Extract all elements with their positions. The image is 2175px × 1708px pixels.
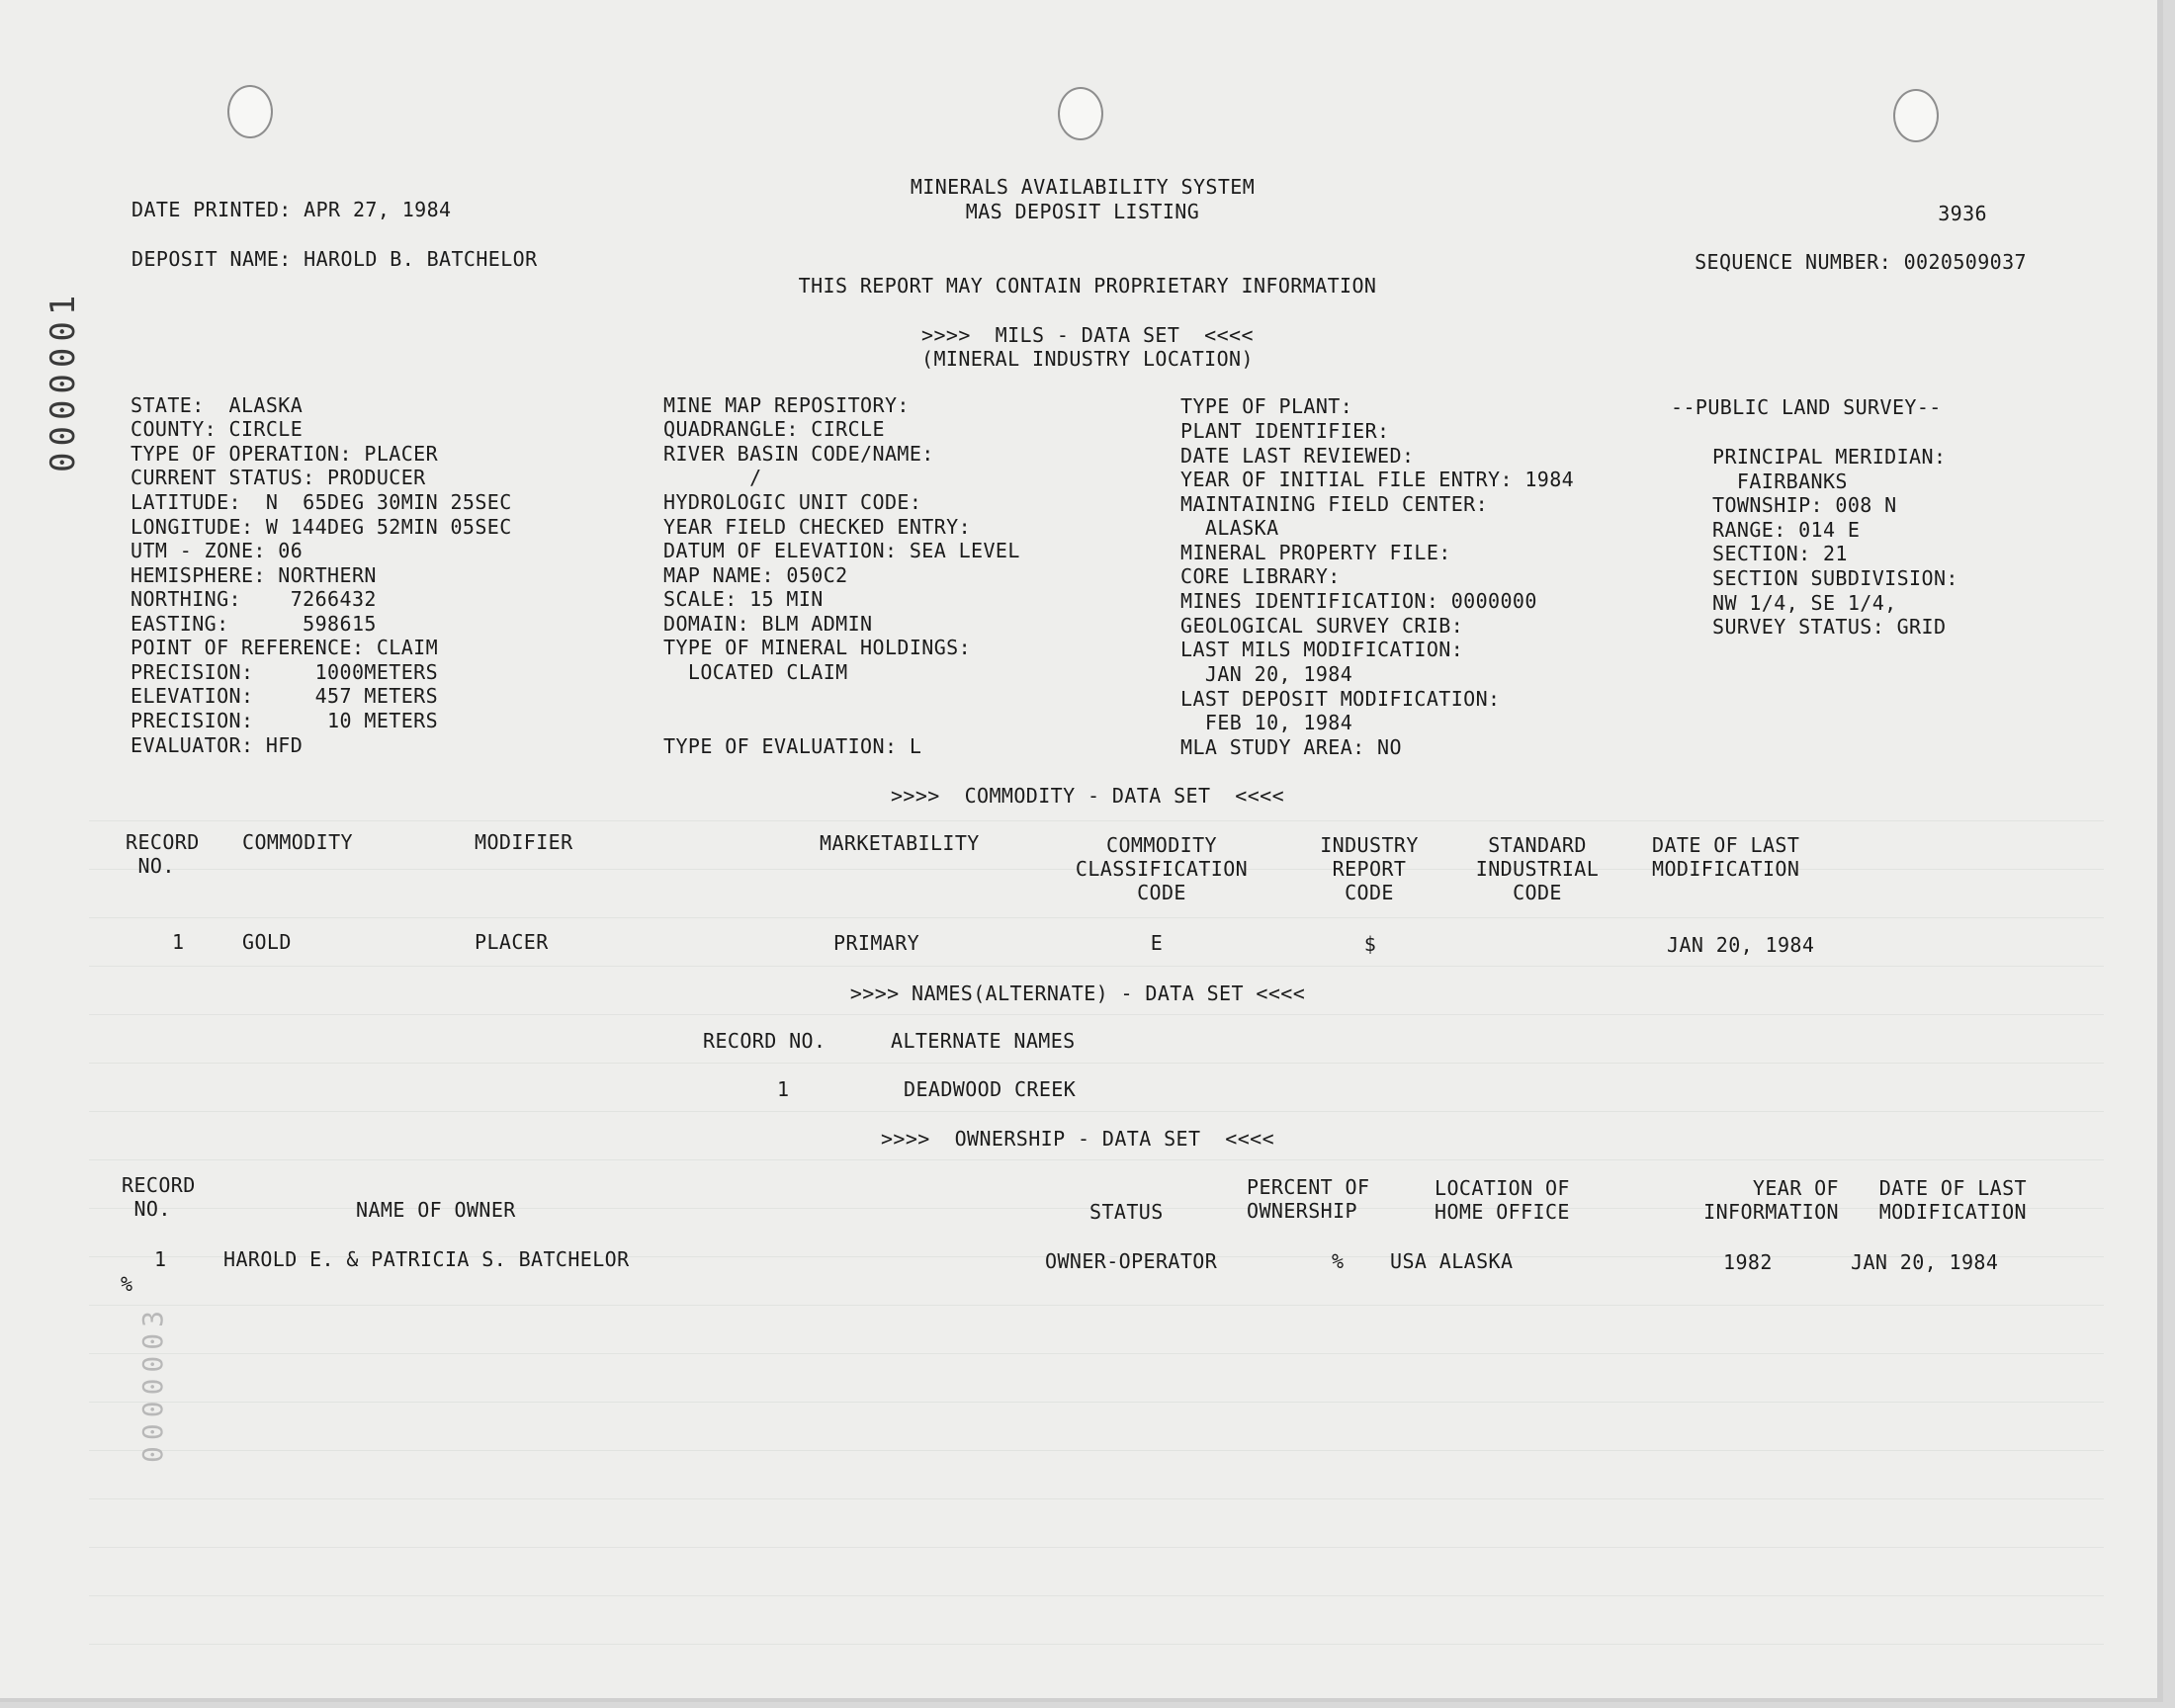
mils-field: LATITUDE: N 65DEG 30MIN 25SEC [130,490,512,514]
mils-field: ELEVATION: 457 METERS [130,684,439,708]
col-header-modifier: MODIFIER [475,830,573,854]
cell-percent: % [1332,1249,1345,1273]
paper-rule-line [89,1498,2104,1499]
paper-rule-line [89,1159,2104,1160]
col-header-owner: NAME OF OWNER [356,1198,516,1222]
cell-classification: E [1150,931,1164,955]
mils-field: LONGITUDE: W 144DEG 52MIN 05SEC [130,515,512,539]
ownership-heading: >>>> OWNERSHIP - DATA SET <<<< [880,1127,1275,1151]
listing-title: MAS DEPOSIT LISTING [965,200,1200,223]
cell-record: 1 [154,1247,167,1271]
cell-marketability: PRIMARY [833,931,920,955]
mils-field: LAST DEPOSIT MODIFICATION: [1180,687,1501,711]
mils-field: TYPE OF PLANT: [1180,394,1353,418]
col-header-location: LOCATION OF HOME OFFICE [1435,1176,1570,1224]
mils-field: EASTING: 598615 [130,612,377,636]
mils-field: YEAR FIELD CHECKED ENTRY: [663,515,972,539]
col-header-date: DATE OF LAST MODIFICATION [1652,833,1800,881]
paper-rule-line [89,917,2104,918]
page-number: 3936 [1938,202,1987,225]
col-header-year: YEAR OF INFORMATION [1703,1176,1839,1224]
deposit-name: DEPOSIT NAME: HAROLD B. BATCHELOR [131,247,538,271]
paper-rule-line [89,966,2104,967]
mils-field: POINT OF REFERENCE: CLAIM [130,636,439,659]
cell-date: JAN 20, 1984 [1851,1250,1999,1274]
col-header-standard: STANDARD INDUSTRIAL CODE [1475,833,1600,904]
names-header-record: RECORD NO. [703,1029,826,1053]
mils-heading: >>>> MILS - DATA SET <<<< [921,323,1254,347]
survey-heading: --PUBLIC LAND SURVEY-- [1671,395,1942,419]
mils-subheading: (MINERAL INDUSTRY LOCATION) [921,347,1254,371]
paper-rule-line [89,1353,2104,1354]
commodity-heading: >>>> COMMODITY - DATA SET <<<< [890,784,1285,808]
mils-field: HEMISPHERE: NORTHERN [130,563,377,587]
cell-date: JAN 20, 1984 [1667,933,1815,957]
mils-field: MINES IDENTIFICATION: 0000000 [1180,589,1537,613]
mils-field: FEB 10, 1984 [1180,711,1353,734]
cell-commodity: GOLD [242,930,292,954]
mils-field: GEOLOGICAL SURVEY CRIB: [1180,614,1464,638]
col-header-status: STATUS [1089,1200,1164,1224]
frame-number-stamp: 0000001 [44,289,83,472]
survey-field: PRINCIPAL MERIDIAN: [1712,445,1947,469]
col-header-date: DATE OF LAST MODIFICATION [1878,1176,2027,1224]
alternate-name: DEADWOOD CREEK [904,1077,1077,1101]
date-printed: DATE PRINTED: APR 27, 1984 [131,198,452,221]
punch-hole-right [1893,89,1939,142]
system-title: MINERALS AVAILABILITY SYSTEM [910,175,1256,199]
cell-industry: $ [1363,932,1377,956]
mils-field: PLANT IDENTIFIER: [1180,419,1390,443]
mils-field: NORTHING: 7266432 [130,587,377,611]
mils-field: TYPE OF OPERATION: PLACER [130,442,439,466]
mils-field: / [663,466,762,489]
mils-field: YEAR OF INITIAL FILE ENTRY: 1984 [1180,468,1575,491]
mils-field: JAN 20, 1984 [1180,662,1353,686]
mils-field: MAP NAME: 050C2 [663,563,848,587]
mils-field: HYDROLOGIC UNIT CODE: [663,490,922,514]
mils-field: RIVER BASIN CODE/NAME: [663,442,934,466]
mils-field: MAINTAINING FIELD CENTER: [1180,492,1489,516]
paper-rule-line [89,1402,2104,1403]
cell-owner: HAROLD E. & PATRICIA S. BATCHELOR [223,1247,630,1271]
mils-field: ALASKA [1180,516,1279,540]
paper-rule-line [89,1111,2104,1112]
cell-year: 1982 [1723,1250,1773,1274]
col-header-percent: PERCENT OF OWNERSHIP [1247,1175,1370,1223]
survey-field: FAIRBANKS [1712,470,1848,493]
mils-field: DATUM OF ELEVATION: SEA LEVEL [663,539,1020,562]
mils-field: MINE MAP REPOSITORY: [663,393,910,417]
cell-location: USA ALASKA [1390,1249,1514,1273]
col-header-industry: INDUSTRY REPORT CODE [1320,833,1419,904]
mils-field: MINERAL PROPERTY FILE: [1180,541,1451,564]
trailing-percent-mark: % [121,1272,133,1296]
paper-rule-line [89,1450,2104,1451]
col-header-classification: COMMODITY CLASSIFICATION CODE [1075,833,1249,904]
mils-field: MLA STUDY AREA: NO [1180,735,1402,759]
survey-field: SECTION: 21 [1712,542,1848,565]
col-header-commodity: COMMODITY [242,830,353,854]
paper-rule-line [89,1063,2104,1064]
col-header-record: RECORD NO. [122,1173,196,1221]
col-header-marketability: MARKETABILITY [820,831,980,855]
paper-rule-line [89,1014,2104,1015]
names-heading: >>>> NAMES(ALTERNATE) - DATA SET <<<< [849,982,1306,1005]
names-record: 1 [777,1077,790,1101]
paper-rule-line [89,1644,2104,1645]
cell-modifier: PLACER [475,930,549,954]
names-header-alternate: ALTERNATE NAMES [891,1029,1076,1053]
mils-field: LAST MILS MODIFICATION: [1180,638,1464,661]
mils-field: STATE: ALASKA [130,393,304,417]
sequence-number: SEQUENCE NUMBER: 0020509037 [1695,250,2027,274]
mils-field: DATE LAST REVIEWED: [1180,444,1415,468]
mils-field: PRECISION: 1000METERS [130,660,439,684]
mils-field: DOMAIN: BLM ADMIN [663,612,873,636]
punch-hole-center [1058,87,1103,140]
survey-field: SURVEY STATUS: GRID [1712,615,1947,639]
proprietary-notice: THIS REPORT MAY CONTAIN PROPRIETARY INFORMATION [798,274,1377,298]
survey-field: TOWNSHIP: 008 N [1712,493,1897,517]
paper-rule-line [89,1547,2104,1548]
mils-field: TYPE OF MINERAL HOLDINGS: [663,636,972,659]
cell-record: 1 [172,930,185,954]
mils-field: UTM - ZONE: 06 [130,539,304,562]
survey-field: RANGE: 014 E [1712,518,1861,542]
cell-status: OWNER-OPERATOR [1045,1249,1218,1273]
paper-rule-line [89,820,2104,821]
survey-field: NW 1/4, SE 1/4, [1712,591,1897,615]
mils-field: EVALUATOR: HFD [130,733,304,757]
mils-field: COUNTY: CIRCLE [130,417,304,441]
paper-rule-line [89,1305,2104,1306]
mils-field: TYPE OF EVALUATION: L [663,734,922,758]
mils-field: LOCATED CLAIM [663,660,848,684]
mils-field: QUADRANGLE: CIRCLE [663,417,885,441]
survey-field: SECTION SUBDIVISION: [1712,566,1958,590]
col-header-record: RECORD NO. [126,830,200,878]
mils-field: PRECISION: 10 METERS [130,709,439,732]
faint-frame-number: 0000003 [136,1304,169,1463]
mils-field: CORE LIBRARY: [1180,564,1341,588]
mils-field: SCALE: 15 MIN [663,587,824,611]
punch-hole-left [227,85,273,138]
mils-field: CURRENT STATUS: PRODUCER [130,466,426,489]
paper-rule-line [89,1595,2104,1596]
